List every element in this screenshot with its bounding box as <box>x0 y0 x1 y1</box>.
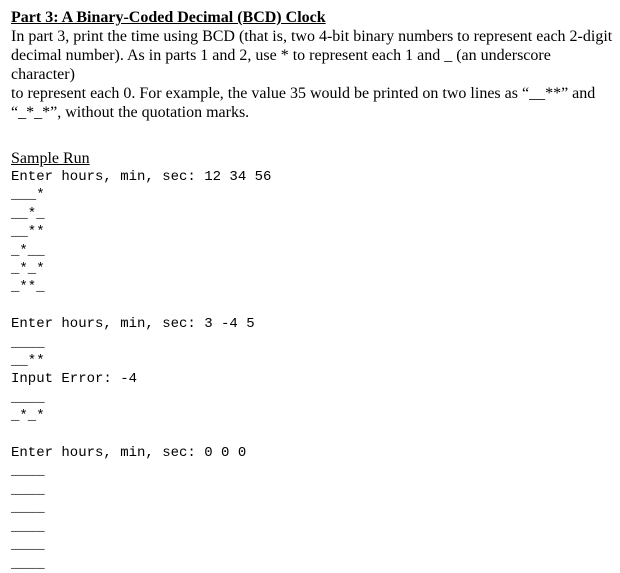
console-line: _**_ <box>11 279 45 296</box>
console-prompt: Enter hours, min, sec: 0 0 0 <box>11 445 247 462</box>
console-line: ____ <box>11 537 45 554</box>
console-line: ____ <box>11 555 45 572</box>
console-line: ____ <box>11 389 45 406</box>
instructions-paragraph <box>11 27 615 122</box>
console-line: ____ <box>11 463 45 480</box>
console-line: __*_ <box>11 205 45 222</box>
console-prompt: Enter hours, min, sec: 3 -4 5 <box>11 316 255 333</box>
console-line: ____ <box>11 518 45 535</box>
sample-run-label: Sample Run <box>11 150 90 167</box>
console-line: ____ <box>11 500 45 517</box>
section-heading: Part 3: A Binary-Coded Decimal (BCD) Clock <box>11 9 326 26</box>
console-line: ____ <box>11 481 45 498</box>
paragraph-line: to represent each 0. For example, the value 35 would be printed on two lines as “__**” and <box>11 85 596 102</box>
console-prompt: Enter hours, min, sec: 12 34 56 <box>11 169 272 185</box>
console-line: __** <box>11 353 45 370</box>
blank-line <box>11 426 615 444</box>
blank-line <box>11 297 615 315</box>
console-error-line: Input Error: -4 <box>11 371 138 388</box>
console-line: _*_* <box>11 408 45 425</box>
paragraph-line: In part 3, print the time using BCD (that is, two 4-bit binary numbers to represent each 2-digit <box>11 28 613 45</box>
console-line: ___* <box>11 187 45 204</box>
paragraph-line: “_*_*”, without the quotation marks. <box>11 104 250 121</box>
console-line: __** <box>11 224 45 241</box>
document-body <box>11 8 615 573</box>
sample-run-output <box>11 168 615 573</box>
console-line: _*__ <box>11 242 45 259</box>
paragraph-line: decimal number). As in parts 1 and 2, use * to represent each 1 and _ (an underscore character) <box>11 47 551 83</box>
console-line: ____ <box>11 334 45 351</box>
console-line: _*_* <box>11 261 45 278</box>
